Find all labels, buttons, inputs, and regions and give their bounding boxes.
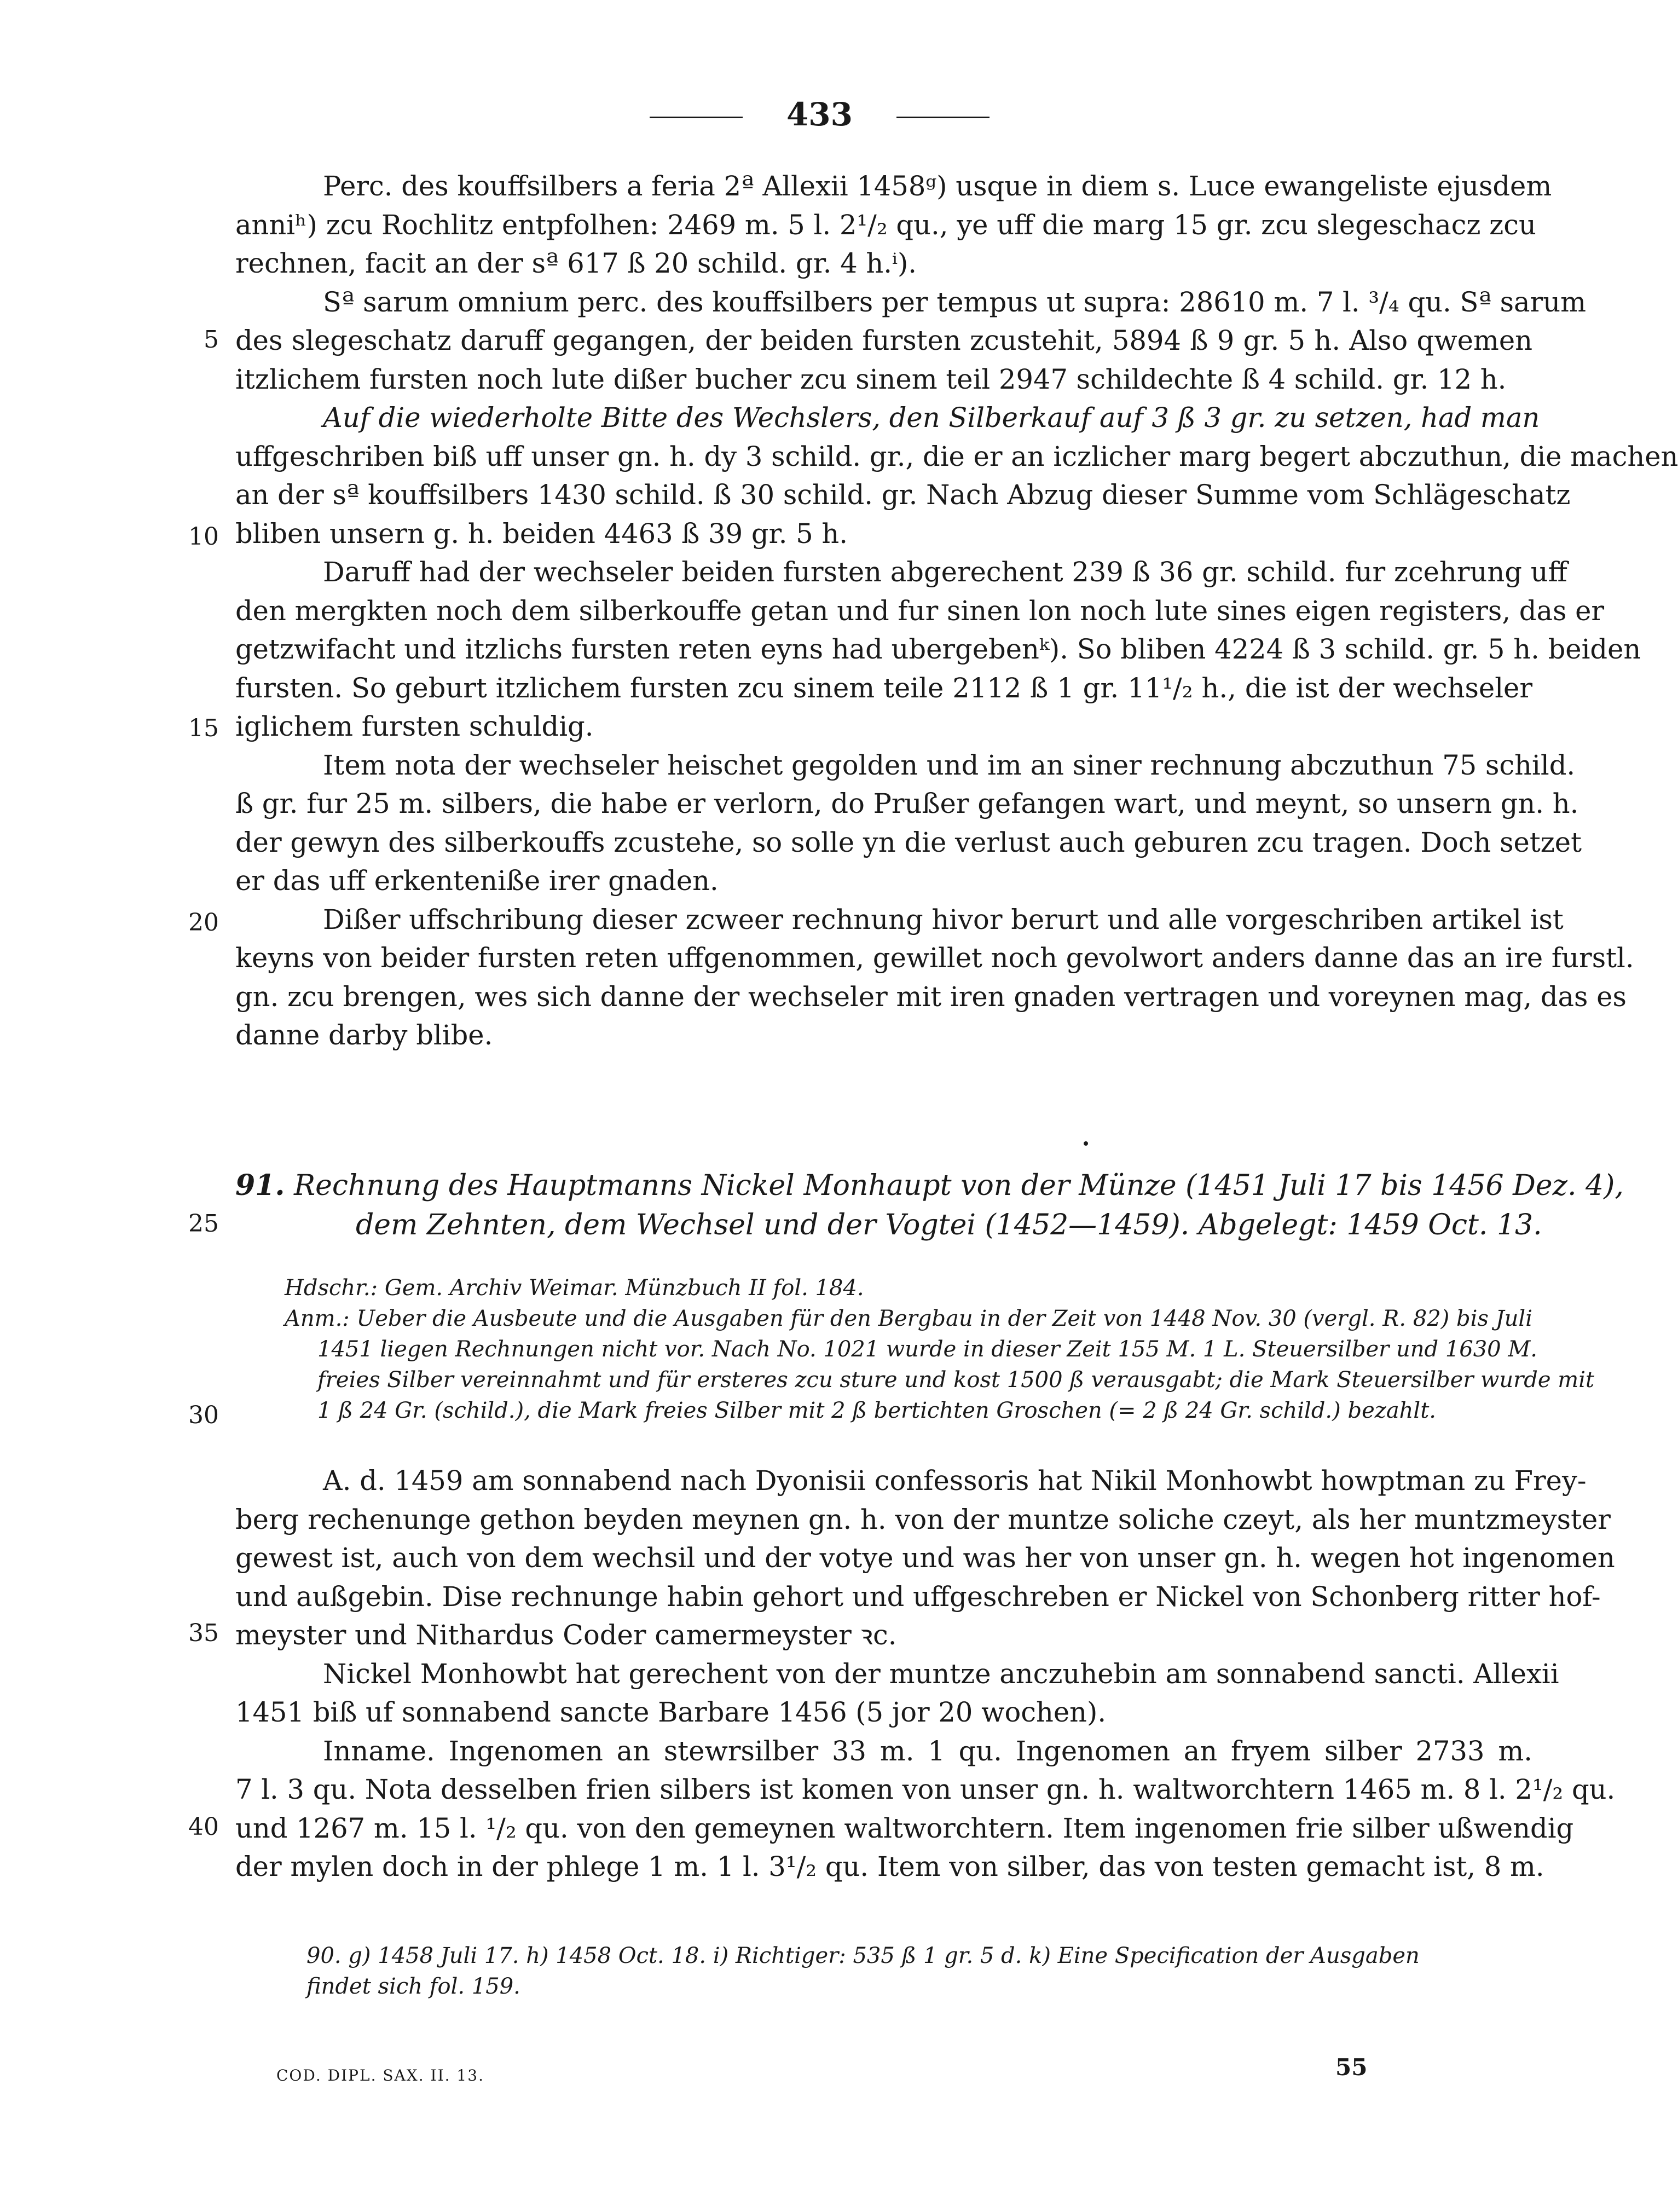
text-line: Dißer uffschribung dieser zcweer rechnung hivor berurt und alle vorgeschriben artikel ist: [323, 903, 1564, 935]
text-line: bliben unsern g. h. beiden 4463 ß 39 gr. 5 h.: [235, 517, 848, 550]
section-number: 91.: [235, 1169, 285, 1202]
text-line: ß gr. fur 25 m. silbers, die habe er verlorn, do Prußer gefangen wart, und meynt, so unsern gn. h.: [235, 788, 1579, 819]
text-line: den mergkten noch dem silberkouffe getan und fur sinen lon noch lute sines eigen registers, das er: [235, 594, 1605, 627]
text-line: der gewyn des silberkouffs zcustehe, so solle yn die verlust auch geburen zcu tragen. Doch setzet: [235, 826, 1582, 858]
line-number: 40: [188, 1813, 219, 1841]
note-line: Hdschr.: Gem. Archiv Weimar. Münzbuch II fol. 184.: [285, 1275, 864, 1301]
text-line: iglichem fursten schuldig.: [235, 711, 594, 742]
section-91-text: [235, 1462, 1616, 1886]
section-90-text: [235, 167, 1678, 1055]
footnotes: [306, 1940, 1532, 2002]
page-number: 433: [786, 96, 853, 133]
line-number: 5: [204, 326, 219, 354]
sheet-number: 55: [1335, 2054, 1368, 2081]
text-line: A. d. 1459 am sonnabend nach Dyonisii confessoris hat Nikil Monhowbt howptman zu Frey-: [323, 1465, 1587, 1497]
line-number: 15: [188, 714, 219, 742]
footnote-line: findet sich fol. 159.: [306, 1974, 520, 1999]
text-line: rechnen, facit an der sª 617 ß 20 schild. gr. 4 h.ⁱ).: [235, 247, 917, 279]
text-line: und 1267 m. 15 l. ¹/₂ qu. von den gemeynen waltworchtern. Item ingenomen frie silber ußwendig: [235, 1812, 1574, 1844]
text-line: 7 l. 3 qu. Nota desselben frien silbers ist komen von unser gn. h. waltworchtern 1465 m. 8 l. 2¹/₂ qu.: [235, 1774, 1616, 1805]
section-91-notes: [285, 1273, 1595, 1426]
note-line: Anm.: Ueber die Ausbeute und die Ausgaben für den Bergbau in der Zeit von 1448 Nov. 30 (vergl. R. 82) bis Juli: [285, 1306, 1533, 1331]
text-line: Item nota der wechseler heischet gegolden und im an siner rechnung abczuthun 75 schild.: [323, 749, 1576, 781]
text-line: danne darby blibe.: [235, 1019, 493, 1051]
text-line: getzwifacht und itzlichs fursten reten eyns had ubergebenᵏ). So bliben 4224 ß 3 schild. gr. 5 h. beiden: [235, 633, 1641, 665]
text-line: keyns von beider fursten reten uffgenommen, gewillet noch gevolwort anders danne das an ire furstl.: [235, 942, 1634, 974]
note-line: 1451 liegen Rechnungen nicht vor. Nach No. 1021 wurde in dieser Zeit 155 M. 1 L. Steuersilber und 1630 M.: [317, 1337, 1538, 1362]
text-line: fursten. So geburt itzlichem fursten zcu sinem teile 2112 ß 1 gr. 11¹/₂ h., die ist der wechseler: [235, 672, 1532, 704]
text-line: gn. zcu brengen, wes sich danne der wechseler mit iren gnaden vertragen und voreynen mag, das es: [235, 980, 1627, 1013]
text-line: Nickel Monhowbt hat gerechent von der muntze anczuhebin am sonnabend sancti. Allexii: [323, 1657, 1559, 1690]
text-line: 1451 biß uf sonnabend sancte Barbare 1456 (5 jor 20 wochen).: [235, 1696, 1107, 1728]
text-line: an der sª kouffsilbers 1430 schild. ß 30 schild. gr. Nach Abzug dieser Summe vom Schlägeschatz: [235, 479, 1571, 511]
text-line: Auf die wiederholte Bitte des Wechslers, den Silberkauf auf 3 ß 3 gr. zu setzen, had man: [323, 402, 1540, 434]
header-rule-right: [896, 117, 990, 118]
signature-mark: COD. DIPL. SAX. II. 13.: [276, 2066, 484, 2084]
text-line: gewest ist, auch von dem wechsil und der votye und was her von unser gn. h. wegen hot ingenomen: [235, 1542, 1615, 1574]
line-number: 25: [188, 1210, 219, 1238]
line-number: 35: [188, 1619, 219, 1647]
line-number: 10: [188, 523, 219, 551]
text-line: des slegeschatz daruff gegangen, der beiden fursten zcustehit, 5894 ß 9 gr. 5 h. Also qwemen: [235, 325, 1532, 356]
stray-dot: [1084, 1141, 1088, 1146]
text-line: Daruff had der wechseler beiden fursten abgerechent 239 ß 36 gr. schild. fur zcehrung uff: [323, 556, 1567, 588]
text-line: Perc. des kouffsilbers a feria 2ª Allexii 1458ᵍ) usque in diem s. Luce ewangeliste ejusdem: [323, 170, 1552, 202]
text-line: uffgeschriben biß uff unser gn. h. dy 3 schild. gr., die er an iczlicher marg begert abczuthun, die machen: [235, 440, 1678, 472]
section-91-heading: [235, 1166, 1624, 1245]
line-number: 30: [188, 1401, 219, 1429]
text-line: berg rechenunge gethon beyden meynen gn. h. von der muntze soliche czeyt, als her muntzmeyster: [235, 1503, 1611, 1535]
heading-text: Rechnung des Hauptmanns Nickel Monhaupt von der Münze (1451 Juli 17 bis 1456 Dez. 4),: [294, 1169, 1624, 1202]
text-line: meyster und Nithardus Coder camermeyster ꝛc.: [235, 1619, 897, 1651]
note-line: freies Silber vereinnahmt und für ersteres zcu sture und kost 1500 ß verausgabt; die Mark Steuersilber wurde mit: [317, 1367, 1595, 1393]
line-number: 20: [188, 909, 219, 937]
text-line: der mylen doch in der phlege 1 m. 1 l. 3¹/₂ qu. Item von silber, das von testen gemacht ist, 8 m.: [235, 1851, 1544, 1882]
text-line: Sª sarum omnium perc. des kouffsilbers per tempus ut supra: 28610 m. 7 l. ³/₄ qu. Sª sarum: [323, 286, 1587, 318]
text-line: er das uff erkenteniße irer gnaden.: [235, 865, 719, 897]
text-line: Inname. Ingenomen an stewrsilber 33 m. 1 qu. Ingenomen an fryem silber 2733 m.: [323, 1735, 1532, 1767]
footnote-line: 90. g) 1458 Juli 17. h) 1458 Oct. 18. i) Richtiger: 535 ß 1 gr. 5 d. k) Eine Specification der Ausgaben: [306, 1943, 1420, 1968]
text-line: itzlichem fursten noch lute dißer bucher zcu sinem teil 2947 schildechte ß 4 schild. gr. 12 h.: [235, 363, 1507, 395]
text-line: und außgebin. Dise rechnunge habin gehort und uffgeschreben er Nickel von Schonberg ritter hof-: [235, 1580, 1601, 1613]
text-line: anniʰ) zcu Rochlitz entpfolhen: 2469 m. 5 l. 2¹/₂ qu., ye uff die marg 15 gr. zcu slegeschacz zcu: [235, 209, 1536, 241]
heading-line-1: [235, 1166, 1624, 1205]
note-line: 1 ß 24 Gr. (schild.), die Mark freies Silber mit 2 ß bertichten Groschen (= 2 ß 24 Gr. schild.) bezahlt.: [317, 1398, 1437, 1423]
header-rule-left: [650, 117, 743, 118]
page-header: [0, 96, 1639, 133]
heading-line-2: dem Zehnten, dem Wechsel und der Vogtei (1452—1459). Abgelegt: 1459 Oct. 13.: [356, 1209, 1542, 1241]
